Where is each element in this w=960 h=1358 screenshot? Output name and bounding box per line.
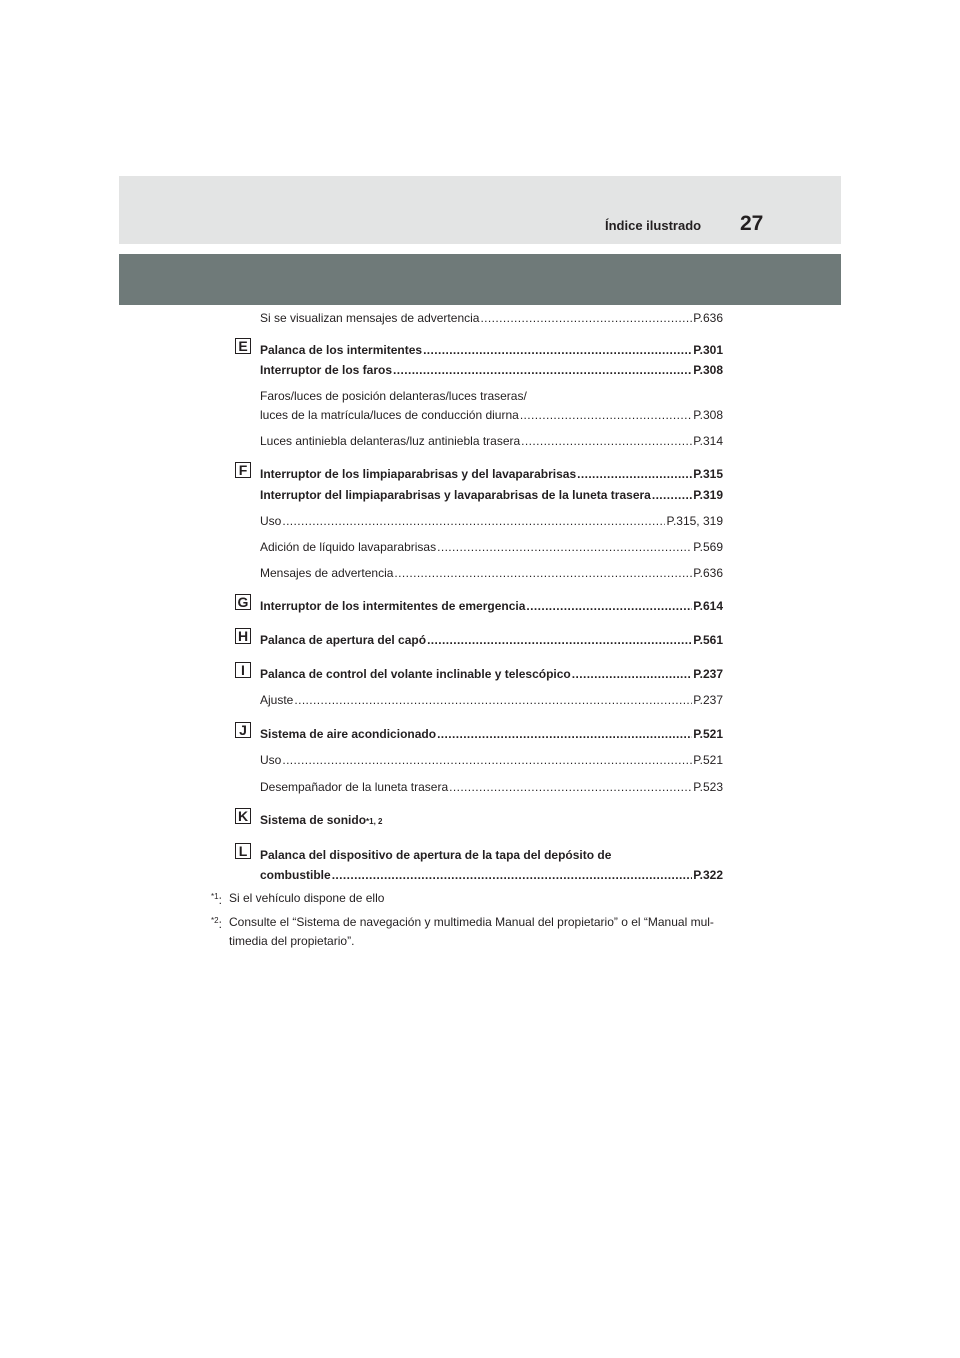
callout-label-g: G (235, 594, 251, 610)
index-entry: Sistema de aire acondicionado ..... P.521 (260, 726, 723, 742)
section-title: Índice ilustrado (605, 218, 702, 233)
callout-label-f: F (235, 462, 251, 478)
index-entry: Faros/luces de posición delanteras/luces traseras/ (260, 389, 527, 403)
index-entry: Uso ..... P.315, 319 (260, 513, 723, 529)
index-entry: Palanca de apertura del capó ..... P.561 (260, 632, 723, 648)
index-entry: Interruptor de los faros ..... P.308 (260, 362, 723, 378)
index-entry: Palanca de control del volante inclinable y telescópico ..... P.237 (260, 666, 723, 682)
index-entry: Interruptor del limpiaparabrisas y lavaparabrisas de la luneta trasera ..... P.319 (260, 487, 723, 503)
callout-label-j: J (235, 722, 251, 738)
index-entry: Mensajes de advertencia ..... P.636 (260, 565, 723, 581)
callout-label-i: I (235, 662, 251, 678)
index-entry: Uso ..... P.521 (260, 752, 723, 768)
index-entry: Sistema de sonido *1, 2 (260, 813, 383, 827)
footnote-text: timedia del propietario”. (229, 934, 355, 948)
footnote-mark: $^{*1}$: (211, 892, 222, 907)
index-entry: Interruptor de los intermitentes de emergencia ..... P.614 (260, 598, 723, 614)
index-entry: Si se visualizan mensajes de advertencia ..... P.636 (260, 310, 723, 326)
callout-label-k: K (235, 808, 251, 824)
index-entry: Desempañador de la luneta trasera ..... P.523 (260, 779, 723, 795)
callout-label-e: E (235, 338, 251, 354)
page-number: 27 (740, 212, 764, 235)
footnote-mark: $^{*2}$: (211, 916, 222, 931)
index-entry: Luces antiniebla delanteras/luz antiniebla trasera ..... P.314 (260, 433, 723, 449)
callout-label-l: L (235, 843, 251, 859)
index-entry: Ajuste ..... P.237 (260, 692, 723, 708)
index-entry: Palanca de los intermitentes ..... P.301 (260, 342, 723, 358)
footnote-text: Si el vehículo dispone de ello (229, 891, 385, 905)
index-entry: luces de la matrícula/luces de conducción diurna ..... P.308 (260, 407, 723, 423)
footnote-text: Consulte el “Sistema de navegación y multimedia Manual del propietario” o el “Manual mul- (229, 915, 714, 929)
index-entry: Adición de líquido lavaparabrisas ..... P.569 (260, 539, 723, 555)
index-entry: combustible ..... P.322 (260, 867, 723, 883)
callout-label-h: H (235, 628, 251, 644)
index-entry: Palanca del dispositivo de apertura de la tapa del depósito de (260, 848, 612, 862)
index-entry: Interruptor de los limpiaparabrisas y del lavaparabrisas ..... P.315 (260, 466, 723, 482)
